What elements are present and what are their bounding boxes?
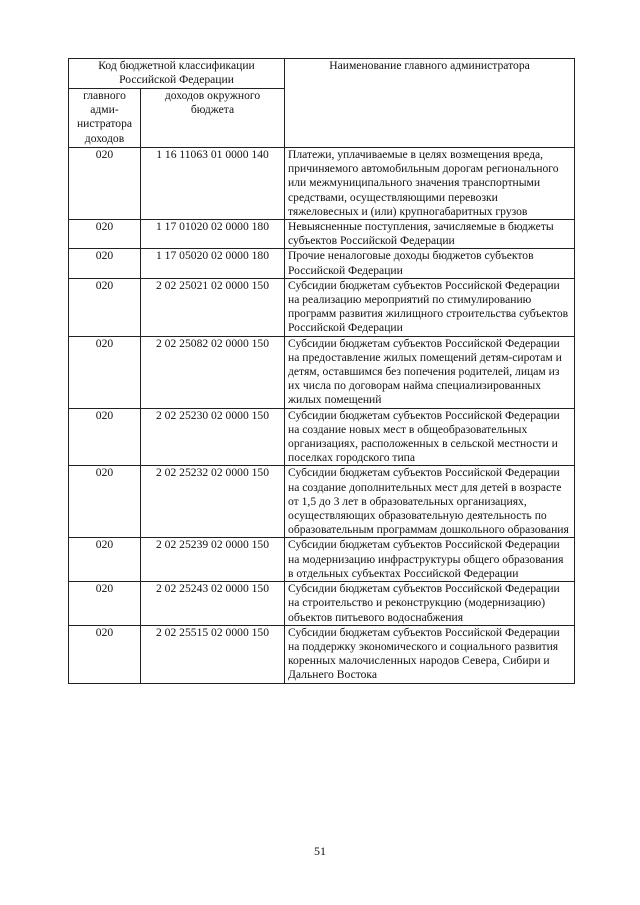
table-row — [69, 220, 575, 249]
admin-code-cell: 020 — [69, 408, 141, 466]
admin-code-cell: 020 — [69, 625, 141, 683]
table-row — [69, 336, 575, 408]
revenue-code-cell: 2 02 25239 02 0000 150 — [141, 538, 285, 582]
table-row — [69, 148, 575, 220]
page-number: 51 — [314, 844, 326, 858]
administrator-name-cell: Невыясненные поступления, зачисляемые в бюджеты субъектов Российской Федерации — [285, 220, 575, 249]
table-header — [69, 59, 575, 148]
table-row — [69, 466, 575, 538]
revenue-code-cell: 1 16 11063 01 0000 140 — [141, 148, 285, 220]
header-row-top — [69, 59, 575, 89]
revenue-code-cell: 1 17 01020 02 0000 180 — [141, 220, 285, 249]
header-administrator-name: Наименование главного администратора — [285, 59, 575, 148]
table-row — [69, 249, 575, 278]
administrator-name-cell: Прочие неналоговые доходы бюджетов субъектов Российской Федерации — [285, 249, 575, 278]
table-row — [69, 625, 575, 683]
revenue-code-cell: 2 02 25515 02 0000 150 — [141, 625, 285, 683]
admin-code-cell: 020 — [69, 278, 141, 336]
admin-code-cell: 020 — [69, 582, 141, 626]
admin-code-cell: 020 — [69, 249, 141, 278]
administrator-name-cell: Субсидии бюджетам субъектов Российской Федерации на строительство и реконструкцию (модернизацию) объектов питьевого водоснабжения — [285, 582, 575, 626]
administrator-name-cell: Субсидии бюджетам субъектов Российской Федерации на модернизацию инфраструктуры общего образования в отдельных субъектах Российской Федерации — [285, 538, 575, 582]
administrator-name-cell: Субсидии бюджетам субъектов Российской Федерации на реализацию мероприятий по стимулированию программ развития жилищного строительства субъектов Российской Федерации — [285, 278, 575, 336]
revenue-code-cell: 2 02 25082 02 0000 150 — [141, 336, 285, 408]
administrator-name-cell: Субсидии бюджетам субъектов Российской Федерации на поддержку экономического и социального развития коренных малочисленных народов Севера, Сибири и Дальнего Востока — [285, 625, 575, 683]
header-budget-code-group: Код бюджетной классификации Российской Федерации — [69, 59, 285, 89]
table-body — [69, 148, 575, 684]
table-row — [69, 408, 575, 466]
revenue-code-cell: 2 02 25243 02 0000 150 — [141, 582, 285, 626]
administrator-name-cell: Платежи, уплачиваемые в целях возмещения вреда, причиняемого автомобильным дорогам регионального или межмуниципального значения транспортными средствами, осуществляющими перевозки тяжеловесных и (или) крупногабаритных грузов — [285, 148, 575, 220]
admin-code-cell: 020 — [69, 336, 141, 408]
admin-code-cell: 020 — [69, 538, 141, 582]
administrator-name-cell: Субсидии бюджетам субъектов Российской Федерации на создание новых мест в общеобразовательных организациях, расположенных в сельской местности и поселках городского типа — [285, 408, 575, 466]
budget-classification-table — [68, 58, 575, 684]
admin-code-cell: 020 — [69, 148, 141, 220]
table-row — [69, 582, 575, 626]
admin-code-cell: 020 — [69, 466, 141, 538]
revenue-code-cell: 1 17 05020 02 0000 180 — [141, 249, 285, 278]
admin-code-cell: 020 — [69, 220, 141, 249]
header-district-budget-revenue: доходов окружного бюджета — [141, 89, 285, 148]
revenue-code-cell: 2 02 25021 02 0000 150 — [141, 278, 285, 336]
header-main-administrator: главного адми-нистратора доходов — [69, 89, 141, 148]
administrator-name-cell: Субсидии бюджетам субъектов Российской Федерации на предоставление жилых помещений детям-сиротам и детям, оставшимся без попечения родителей, лицам из их числа по договорам найма специализированных жилых помещений — [285, 336, 575, 408]
revenue-code-cell: 2 02 25232 02 0000 150 — [141, 466, 285, 538]
table-row — [69, 538, 575, 582]
table-row — [69, 278, 575, 336]
administrator-name-cell: Субсидии бюджетам субъектов Российской Федерации на создание дополнительных мест для детей в возрасте от 1,5 до 3 лет в образовательных организациях, осуществляющих образовательную деятельность по образовательным программам дошкольного образования — [285, 466, 575, 538]
revenue-code-cell: 2 02 25230 02 0000 150 — [141, 408, 285, 466]
